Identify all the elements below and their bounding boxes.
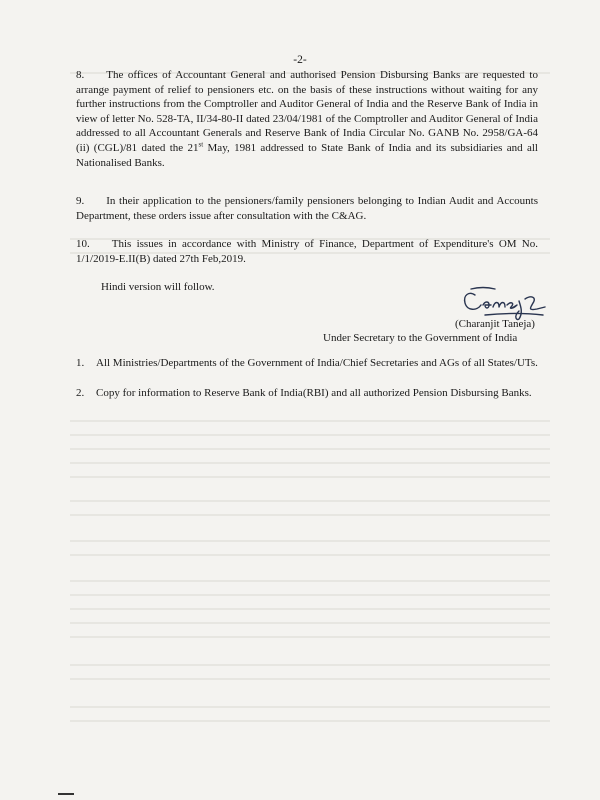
- paragraph-8-text: The offices of Accountant General and authorised Pension Disbursing Banks are requested to arrange payment of relief to pensioners etc. on the basis of these instructions without waiting for any further instructions from the Comptroller and Auditor General of India and the Reserve Bank of India in view of letter No. 528-TA, II/34-80-II dated 23/04/1981 of the Comptroller and Auditor General of India addressed to all Accountant Generals and Reserve Bank of India Circular No. GANB No. 2958/GA-64 (ii) (CGL)/81 dated the 21: [76, 69, 538, 154]
- paragraph-9-text: In their application to the pensioners/family pensioners belonging to Indian Audit and Accounts Department, these orders issue after consultation with the C&AG.: [76, 195, 538, 222]
- paragraph-8-number: 8.: [76, 69, 85, 81]
- paragraph-9-number: 9.: [76, 195, 85, 207]
- signatory-designation: Under Secretary to the Government of India: [323, 332, 518, 344]
- distribution-item-text: Copy for information to Reserve Bank of India(RBI) and all authorized Pension Disbursing Banks.: [96, 387, 532, 399]
- distribution-item: [76, 387, 538, 400]
- bleed-through-line: [70, 594, 550, 596]
- paragraph-10-text: This issues in accordance with Ministry of Finance, Department of Expenditure's OM No. 1/1/2019-E.II(B) dated 27th Feb,2019.: [76, 238, 538, 265]
- distribution-item-number: 1.: [76, 357, 85, 369]
- bleed-through-line: [70, 636, 550, 638]
- bleed-through-line: [70, 678, 550, 680]
- bleed-through-line: [70, 500, 550, 502]
- bleed-through-line: [70, 462, 550, 464]
- hindi-version-note: Hindi version will follow.: [101, 281, 215, 293]
- bleed-through-line: [70, 608, 550, 610]
- signatory-name: (Charanjit Taneja): [455, 318, 535, 330]
- paragraph-8-text-end: May, 1981 addressed to State Bank of India and its subsidiaries and all Nationalised Banks.: [76, 141, 538, 169]
- bleed-through-line: [70, 434, 550, 436]
- bleed-through-line: [70, 622, 550, 624]
- distribution-item-number: 2.: [76, 387, 85, 399]
- paragraph-8: [76, 68, 538, 170]
- bleed-through-line: [70, 720, 550, 722]
- bleed-through-line: [70, 476, 550, 478]
- ordinal-suffix: st: [198, 140, 204, 149]
- page-number: -2-: [293, 54, 307, 66]
- paragraph-10: [76, 237, 538, 266]
- paragraph-9: [76, 194, 538, 223]
- paragraph-10-number: 10.: [76, 238, 90, 250]
- bleed-through-line: [70, 420, 550, 422]
- bleed-through-line: [70, 514, 550, 516]
- bleed-through-line: [70, 706, 550, 708]
- distribution-item: [76, 357, 538, 370]
- scan-mark: [58, 793, 74, 795]
- bleed-through-line: [70, 540, 550, 542]
- bleed-through-line: [70, 448, 550, 450]
- bleed-through-line: [70, 554, 550, 556]
- distribution-item-text: All Ministries/Departments of the Government of India/Chief Secretaries and AGs of all States/UTs.: [96, 357, 538, 369]
- bleed-through-line: [70, 580, 550, 582]
- bleed-through-line: [70, 664, 550, 666]
